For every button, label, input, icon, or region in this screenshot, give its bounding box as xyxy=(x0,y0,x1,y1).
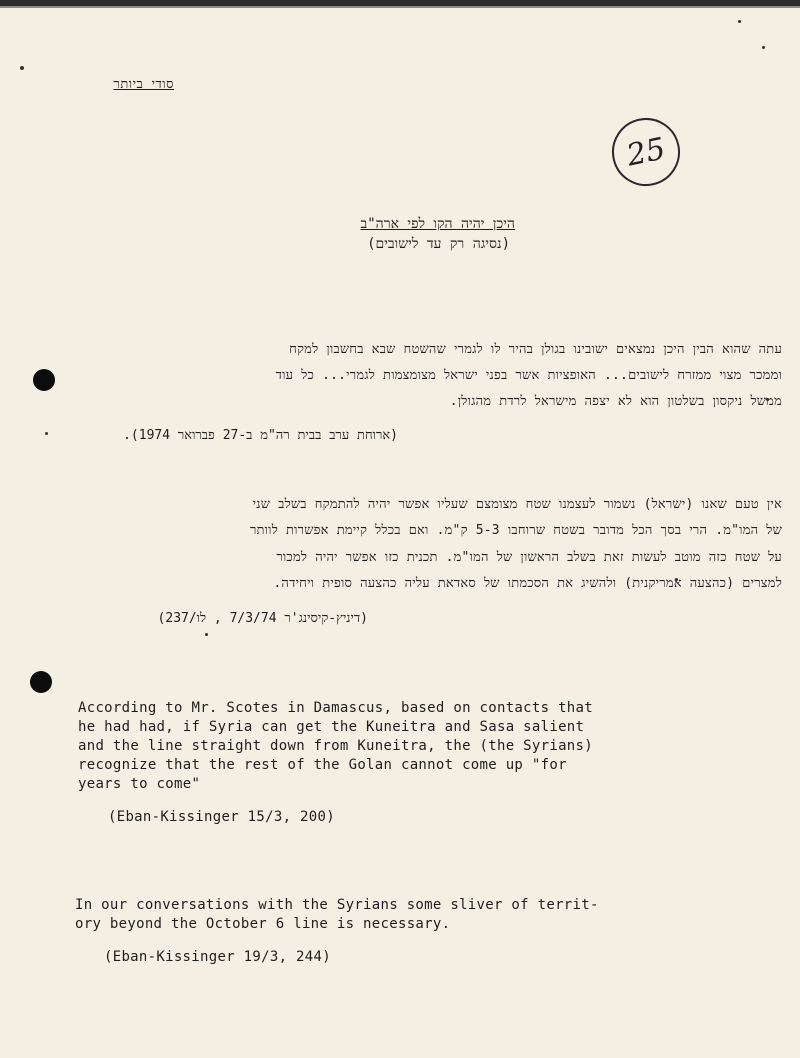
section2-line: של המו"מ. הרי בסך הכל מדובר בשטח שרוחבו 5-3 ק"מ. ואם בכלל קיימת אפשרות לוותר xyxy=(249,523,782,538)
document-subtitle: (נסיגה רק עד לישובים) xyxy=(367,236,510,252)
section2-line: למצרים (כהצעה אמריקנית) ולהשיג את הסכמתו של סאדאת עליה כהצעה סופית ויחידה. xyxy=(273,576,782,591)
punch-hole-bottom xyxy=(30,671,52,693)
section1-citation: (ארוחת ערב בבית רה"מ ב-27 פברואר 1974). xyxy=(123,428,398,443)
section3-line: According to Mr. Scotes in Damascus, based on contacts that xyxy=(78,700,593,716)
section2-line: על שטח כזה מוטב לעשות זאת בשלב הראשון של המו"מ. תכנית כזו אפשר יהיה למכור xyxy=(276,550,782,565)
section3-citation: (Eban-Kissinger 15/3, 200) xyxy=(108,809,335,825)
section1-line: וממכר מצוי ממזרח לישובים... האופציות אשר בפני ישראל מצומצמות לגמרי... כל עוד xyxy=(275,368,782,383)
speck xyxy=(738,20,741,23)
section2-line: אין טעם שאנו (ישראל) נשמור לעצמנו שטח מצומצם שעליו אפשר יהיה להתמקח בשלב שני xyxy=(252,497,782,512)
section2-citation: (דיניץ-קיסינג'ר 7/3/74 , לו/237) xyxy=(157,611,368,626)
section3-line: recognize that the rest of the Golan cannot come up "for xyxy=(78,757,567,773)
section3-line: and the line straight down from Kuneitra, the (the Syrians) xyxy=(78,738,593,754)
classification-label: סודי ביותר xyxy=(113,77,174,92)
section3-line: years to come" xyxy=(78,776,201,792)
handwritten-page-number: 25 xyxy=(606,112,687,193)
document-title: היכן יהיה הקו לפי ארה"ב xyxy=(360,216,515,232)
section4-citation: (Eban-Kissinger 19/3, 244) xyxy=(104,949,331,965)
section3-line: he had had, if Syria can get the Kuneitra and Sasa salient xyxy=(78,719,585,735)
section4-line: ory beyond the October 6 line is necessary. xyxy=(75,916,451,932)
speck xyxy=(762,46,765,49)
speck xyxy=(45,432,48,435)
section1-line: עתה שהוא הבין היכן נמצאים ישובינו בגולן בהיר לו לגמרי שהשטח שבא בחשבון למקח xyxy=(289,342,782,357)
speck xyxy=(205,633,208,636)
section1-line: ממשל ניקסון בשלטון הוא לא יצפה מישראל לרדת מהגולן. xyxy=(449,394,782,409)
section4-line: In our conversations with the Syrians some sliver of territ- xyxy=(75,897,599,913)
speck xyxy=(20,66,24,70)
punch-hole-top xyxy=(33,369,55,391)
